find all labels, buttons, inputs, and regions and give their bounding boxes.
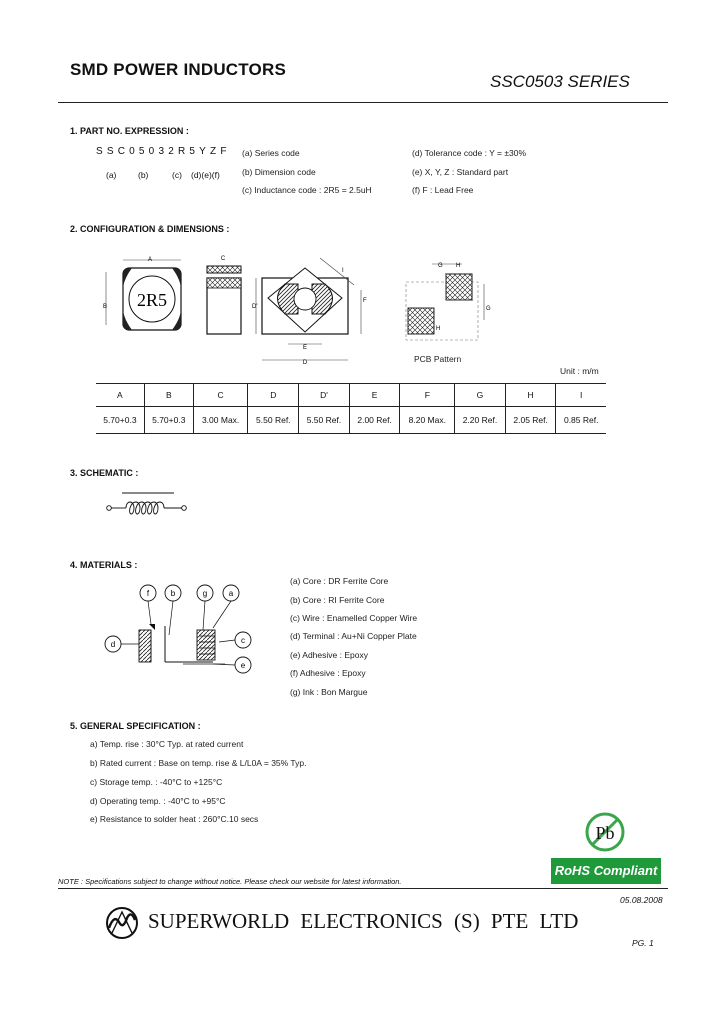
table-cell: 5.50 Ref. <box>248 407 299 434</box>
part-desc-f: (f) F : Lead Free <box>412 185 474 195</box>
company-name: SUPERWORLD ELECTRONICS (S) PTE LTD <box>148 909 579 933</box>
table-header-cell: A <box>96 384 144 407</box>
dim-label-b: B <box>103 304 108 310</box>
letter-def: (d)(e)(f) <box>191 170 220 180</box>
dim-label-d: D <box>302 360 308 366</box>
dim-label-e: E <box>302 345 308 351</box>
bottom-view-drawing <box>252 258 367 366</box>
letter-a: (a) <box>106 170 117 180</box>
table-cell: 8.20 Max. <box>400 407 455 434</box>
table-header-cell: F <box>400 384 455 407</box>
dim-label-i: I <box>342 268 344 274</box>
header-rule <box>58 102 668 103</box>
specification-note: NOTE : Specifications subject to change without notice. Please check our website for latest information. <box>58 877 402 886</box>
table-cell: 0.85 Ref. <box>556 407 606 434</box>
table-header-cell: I <box>556 384 606 407</box>
pcb-pattern-label: PCB Pattern <box>414 354 462 364</box>
callout-b: b <box>170 589 176 598</box>
callout-d: d <box>110 640 116 649</box>
spec-item-temp-rise: a) Temp. rise : 30°C Typ. at rated current <box>90 739 244 749</box>
table-cell: 2.00 Ref. <box>349 407 400 434</box>
section-schematic-heading: 3. SCHEMATIC : <box>70 468 139 478</box>
material-item-c: (c) Wire : Enamelled Copper Wire <box>290 613 418 623</box>
document-title: SMD POWER INDUCTORS <box>70 60 286 79</box>
spec-item-solder-heat: e) Resistance to solder heat : 260°C.10 secs <box>90 814 259 824</box>
lead-free-symbol: Pb <box>595 823 615 843</box>
dim-label-g-top: G <box>438 263 443 269</box>
inductor-marking: 2R5 <box>136 290 168 310</box>
callout-g: g <box>202 589 208 598</box>
dim-label-a: A <box>147 257 153 263</box>
material-item-e: (e) Adhesive : Epoxy <box>290 650 368 660</box>
part-desc-c: (c) Inductance code : 2R5 = 2.5uH <box>242 185 372 195</box>
page-number: PG. 1 <box>632 938 654 948</box>
table-header-cell: E <box>349 384 400 407</box>
callout-a: a <box>228 589 234 598</box>
section-materials-heading: 4. MATERIALS : <box>70 560 138 570</box>
section-part-no-heading: 1. PART NO. EXPRESSION : <box>70 126 189 136</box>
table-cell: 2.20 Ref. <box>455 407 506 434</box>
table-row <box>96 407 606 434</box>
table-cell: 5.50 Ref. <box>299 407 350 434</box>
callout-e: e <box>240 661 246 670</box>
material-item-f: (f) Adhesive : Epoxy <box>290 668 366 678</box>
part-desc-a: (a) Series code <box>242 148 300 158</box>
letter-b: (b) <box>138 170 149 180</box>
dimension-drawings <box>90 240 510 370</box>
material-item-d: (d) Terminal : Au+Ni Copper Plate <box>290 631 417 641</box>
spec-item-operating-temp: d) Operating temp. : -40°C to +95°C <box>90 796 226 806</box>
dim-label-c: C <box>220 256 226 262</box>
dim-label-d-prime: D' <box>252 304 258 310</box>
table-cell: 5.70+0.3 <box>144 407 193 434</box>
spec-item-rated-current: b) Rated current : Base on temp. rise & L/L0A = 35% Typ. <box>90 758 307 768</box>
dimension-table-header-row <box>96 384 606 407</box>
table-header-cell: H <box>505 384 556 407</box>
dim-label-h-top: H <box>456 263 461 269</box>
top-view-drawing <box>103 257 181 330</box>
material-item-g: (g) Ink : Bon Margue <box>290 687 368 697</box>
dimension-table <box>96 383 606 434</box>
callout-c: c <box>241 636 245 645</box>
part-desc-d: (d) Tolerance code : Y = ±30% <box>412 148 527 158</box>
footer-rule <box>58 888 668 889</box>
document-date: 05.08.2008 <box>620 895 663 905</box>
dim-label-g-right: G <box>486 306 491 312</box>
spec-item-storage-temp: c) Storage temp. : -40°C to +125°C <box>90 777 223 787</box>
table-header-cell: B <box>144 384 193 407</box>
dim-label-h-bottom: H <box>436 326 441 332</box>
letter-c: (c) <box>172 170 182 180</box>
material-item-b: (b) Core : RI Ferrite Core <box>290 595 385 605</box>
table-header-cell: C <box>193 384 248 407</box>
table-cell: 3.00 Max. <box>193 407 248 434</box>
rohs-compliant-badge: RoHS Compliant <box>551 858 661 884</box>
inductor-schematic <box>100 488 200 518</box>
part-desc-e: (e) X, Y, Z : Standard part <box>412 167 509 177</box>
company-logo-icon <box>104 906 140 940</box>
side-view-drawing <box>207 256 241 334</box>
lead-free-icon <box>583 810 627 854</box>
material-item-a: (a) Core : DR Ferrite Core <box>290 576 389 586</box>
table-cell: 5.70+0.3 <box>96 407 144 434</box>
pcb-pattern-drawing <box>406 263 491 340</box>
section-general-spec-heading: 5. GENERAL SPECIFICATION : <box>70 721 201 731</box>
table-header-cell: D' <box>299 384 350 407</box>
unit-label: Unit : m/m <box>560 366 599 376</box>
series-name: SSC0503 SERIES <box>490 72 630 91</box>
materials-cross-section <box>95 580 265 680</box>
part-number-code: SSC05032R5YZF <box>96 146 231 157</box>
table-header-cell: D <box>248 384 299 407</box>
table-header-cell: G <box>455 384 506 407</box>
section-config-heading: 2. CONFIGURATION & DIMENSIONS : <box>70 224 230 234</box>
callout-f: f <box>146 589 150 598</box>
part-desc-b: (b) Dimension code <box>242 167 316 177</box>
dim-label-f: F <box>363 298 367 304</box>
table-cell: 2.05 Ref. <box>505 407 556 434</box>
